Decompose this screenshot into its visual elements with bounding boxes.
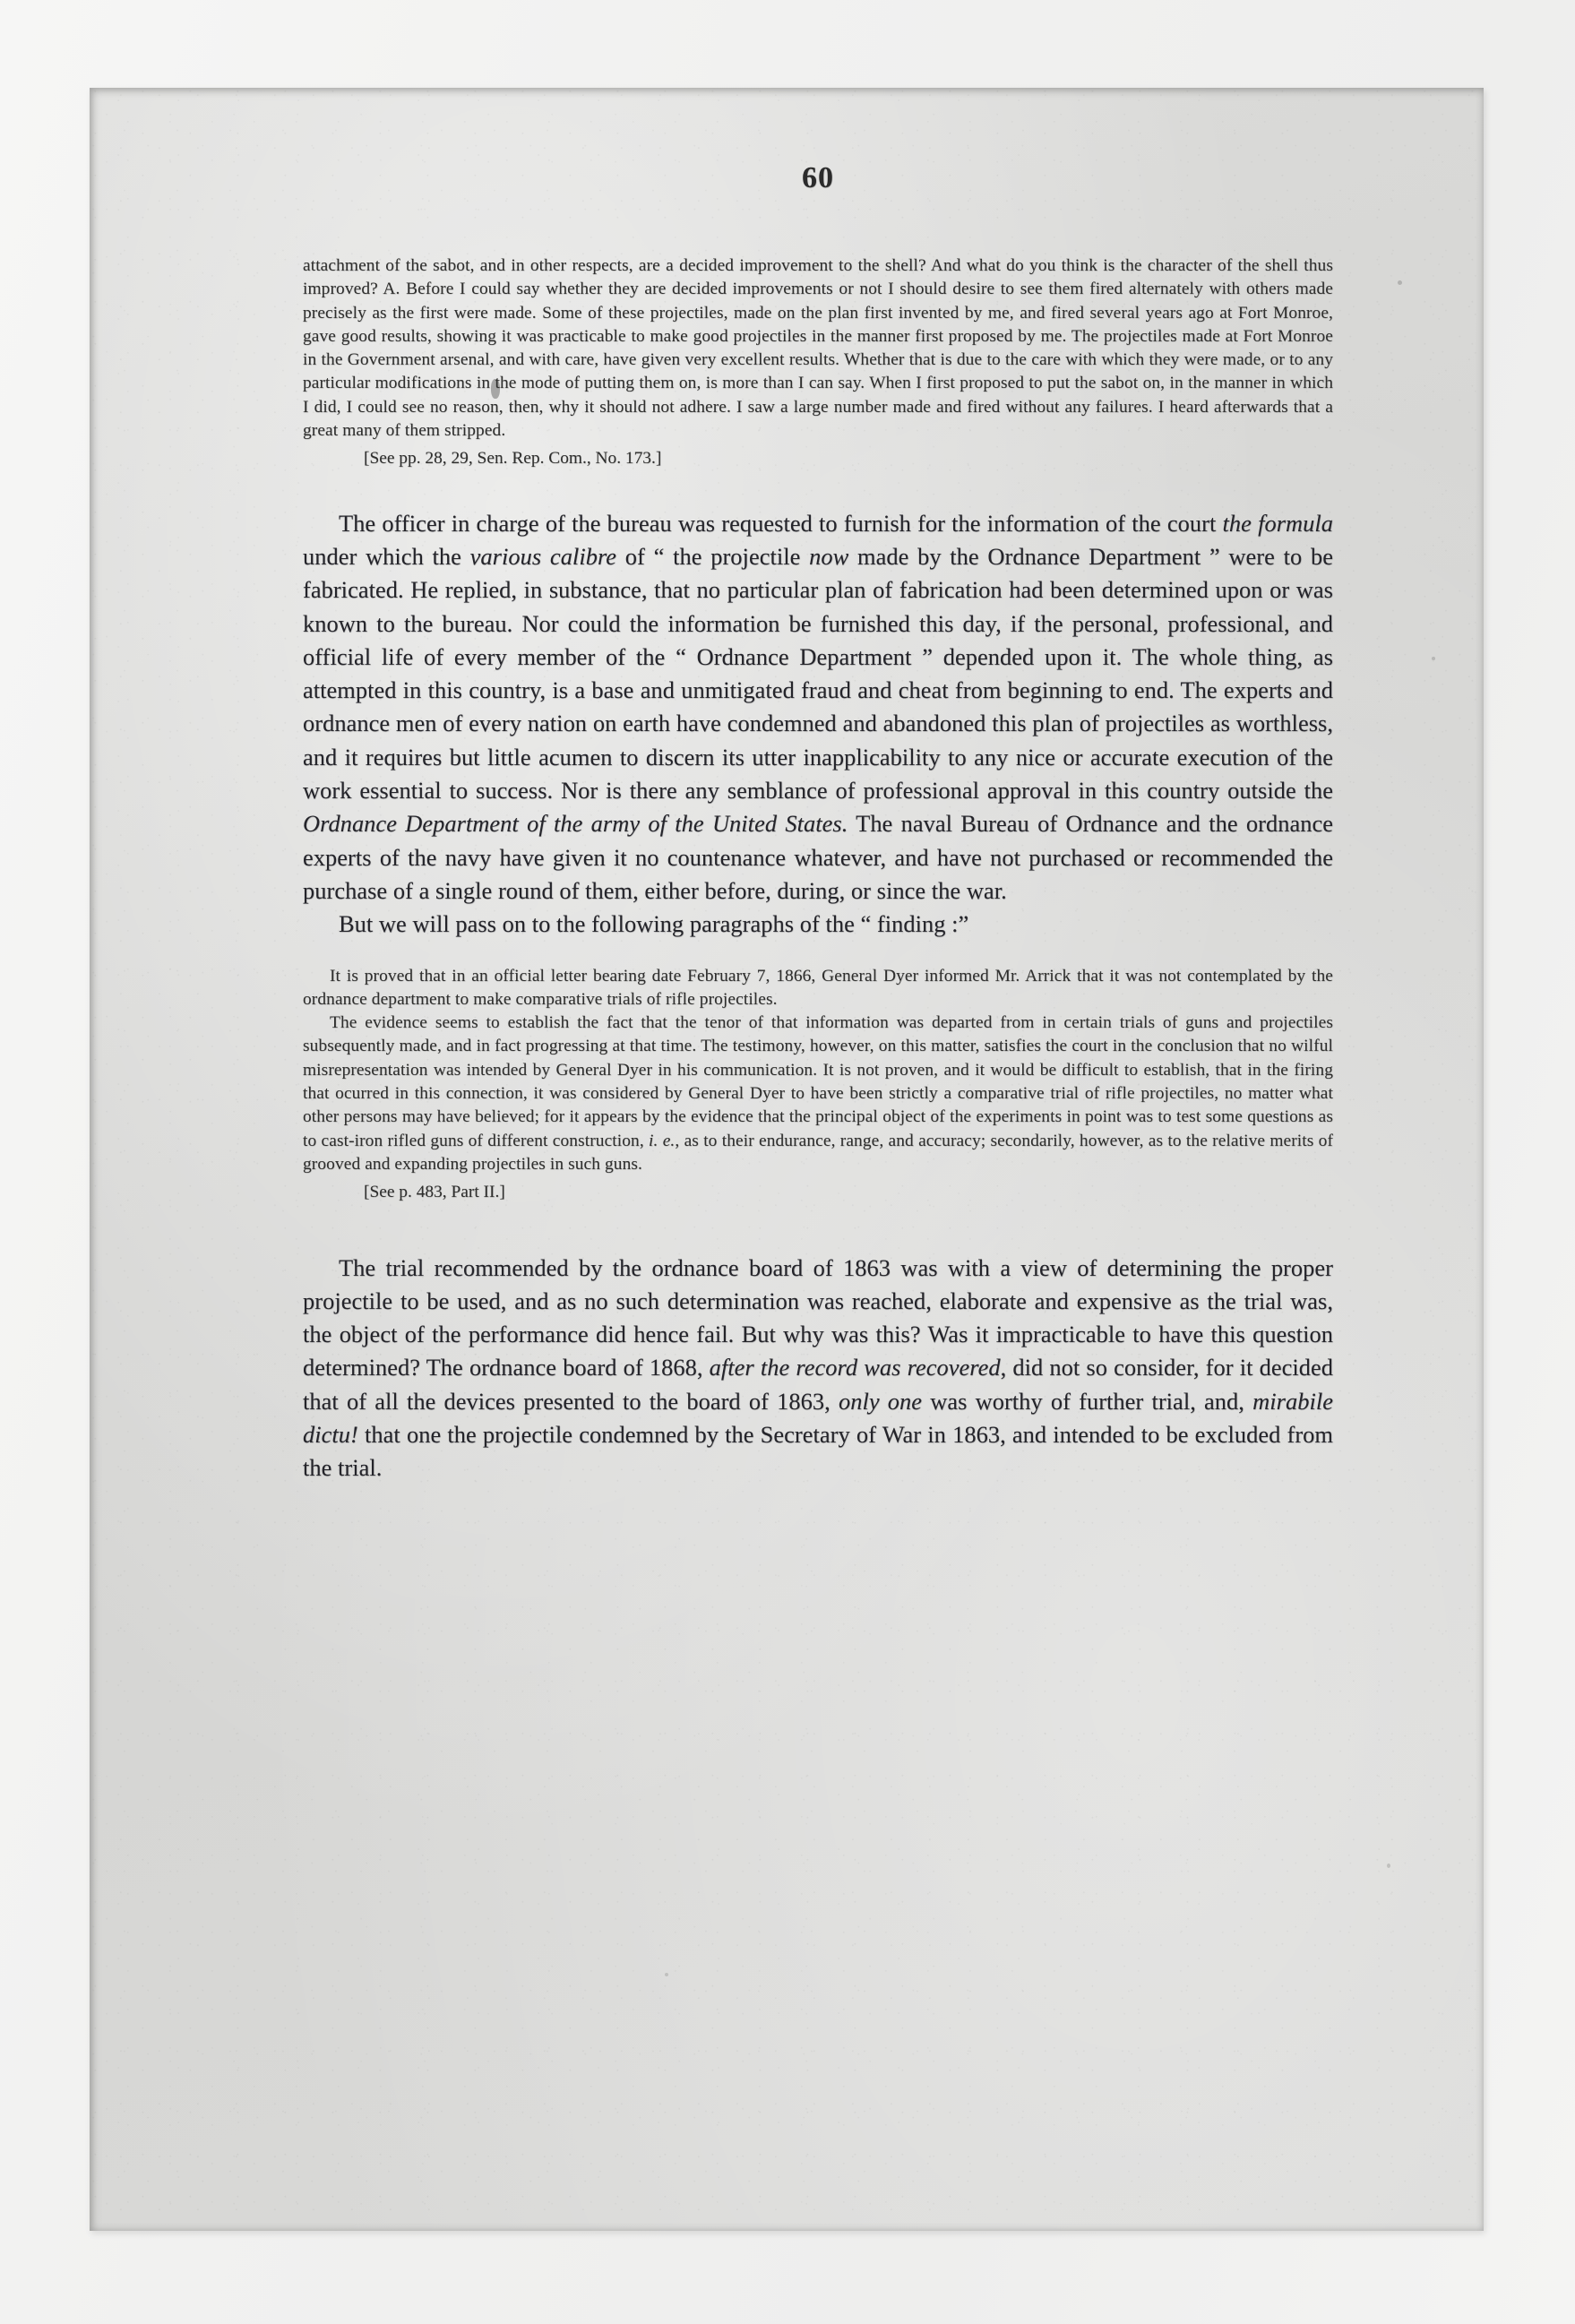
body-run: , did not so consider, for it decided that of all the devices presented to the board of 1863, bbox=[303, 1354, 1333, 1415]
body-run: The naval Bureau of Ordnance and the ordnance experts of the navy have given it no countenance whatever, and have not purchased or recommended the purchase of a single round of them, either before, during, or since the war. bbox=[303, 810, 1333, 904]
body-italic-only-one: only one bbox=[838, 1387, 923, 1415]
paper-blemish bbox=[665, 1973, 668, 1976]
testimony-quote-block bbox=[303, 254, 1333, 443]
finding-paragraph-one: It is proved that in an official letter bearing date February 7, 1866, General Dyer informed Mr. Arrick that it was not contemplated by the ordnance department to make comparative trials of rifle projectiles. bbox=[303, 966, 1333, 1009]
finding-run: The evidence seems to establish the fact that the tenor of that information was departed from in certain trials of guns and projectiles subsequently made, and in fact progressing at that time. The testimony, however, on this matter, satisfies the court in the conclusion that no wilful misrepresentation was intended by General Dyer in his communication. It is not proven, and it would be difficult to establish, that in the firing that ocurred in this connection, it was considered by General Dyer to have been strictly a comparative trial of rifle projectiles, no matter what other persons may have believed; for it appears by the evidence that the principal object of the experiments in point was to test some questions as to cast-iron rifled guns of different construction, bbox=[303, 1013, 1333, 1150]
body-run: of “ the projectile bbox=[616, 542, 810, 570]
body-paragraph-one-block bbox=[303, 507, 1333, 908]
page-number: 60 bbox=[802, 161, 834, 194]
body-paragraph-two-block bbox=[303, 908, 1333, 941]
body-run: The trial recommended by the ordnance board of 1863 was with a view of determining the proper projectile to be used, and as no such determination was reached, elaborate and expensive as the trial was, the object of the performance did hence fail. But why was this? Was it impracticable to have this question determined? The ordnance board of 1868, bbox=[303, 1253, 1333, 1381]
body-paragraph-one bbox=[303, 507, 1333, 908]
body-paragraph-two: But we will pass on to the following paragraphs of the “ finding :” bbox=[339, 910, 969, 938]
finding-quote-block bbox=[303, 965, 1333, 1177]
body-run: was worthy of further trial, and, bbox=[922, 1387, 1253, 1415]
body-italic-now: now bbox=[809, 542, 849, 570]
body-paragraph-three bbox=[303, 1252, 1333, 1485]
body-italic-ordnance-department: Ordnance Department of the army of the United States. bbox=[303, 810, 848, 838]
paper-blemish bbox=[1432, 657, 1435, 660]
body-run: made by the Ordnance Department ” were to be fabricated. He replied, in substance, that no particular plan of fabrication had been determined upon or was known to the bureau. Nor could the information be furnished this day, if the personal, professional, and official life of every member of the “ Ordnance Department ” depended upon it. The whole thing, as attempted in this country, is a base and unmitigated fraud and cheat from beginning to end. The experts and ordnance men of every nation on earth have condemned and abandoned this plan of projectiles as worthless, and it requires but little acumen to discern its utter inapplicability to any nice or accurate execution of the work essential to success. Nor is there any semblance of professional approval in this country outside the bbox=[303, 542, 1333, 805]
block-spacer bbox=[303, 942, 1333, 965]
finding-paragraph-two bbox=[303, 1011, 1333, 1176]
body-run: The officer in charge of the bureau was requested to furnish for the information of the court bbox=[339, 509, 1223, 537]
paper-blemish bbox=[1387, 1864, 1390, 1868]
body-run: under which the bbox=[303, 542, 470, 570]
block-spacer bbox=[303, 471, 1333, 507]
finding-run: , as to their endurance, range, and accuracy; secondarily, however, as to the relative merits of grooved and expanding projectiles in such guns. bbox=[303, 1131, 1333, 1174]
finding-citation: [See p. 483, Part II.] bbox=[364, 1183, 505, 1202]
body-paragraph-three-block bbox=[303, 1252, 1333, 1485]
testimony-citation: [See pp. 28, 29, Sen. Rep. Com., No. 173.] bbox=[364, 449, 662, 469]
body-italic-various-calibre: various calibre bbox=[469, 542, 617, 570]
text-column bbox=[303, 161, 1333, 1485]
testimony-paragraph: attachment of the sabot, and in other respects, are a decided improvement to the shell? And what do you think is the character of the shell thus improved? A. Before I could say whether they are decided improvements or not I should desire to see them fired alternately with others made precisely as the first were made. Some of these projectiles, made on the plan first invented by me, and fired several years ago at Fort Monroe, gave good results, showing it was practicable to make good projectiles in the manner first proposed by me. The projectiles made at Fort Monroe in the Government arsenal, and with care, have given very excellent results. Whether that is due to the care with which they were made, or to any particular modifications in the mode of putting them on, is more than I can say. When I first proposed to put the sabot on, in the manner in which I did, I could see no reason, then, why it should not adhere. I saw a large number made and fired without any failures. I heard afterwards that a great many of them stripped. bbox=[303, 256, 1333, 441]
body-italic-after-the-record: after the record was recovered bbox=[709, 1354, 1001, 1381]
paper-blemish bbox=[1398, 280, 1402, 285]
body-italic-mirabile-dictu: mirabile dictu! bbox=[303, 1387, 1333, 1448]
block-spacer bbox=[303, 1205, 1333, 1252]
body-italic-the-formula: the formula bbox=[1222, 509, 1334, 537]
document-page-sheet bbox=[90, 88, 1484, 2231]
finding-italic-id-est: i. e. bbox=[649, 1131, 676, 1150]
body-run: that one the projectile condemned by the Secretary of War in 1863, and intended to be excluded from the trial. bbox=[303, 1420, 1333, 1482]
